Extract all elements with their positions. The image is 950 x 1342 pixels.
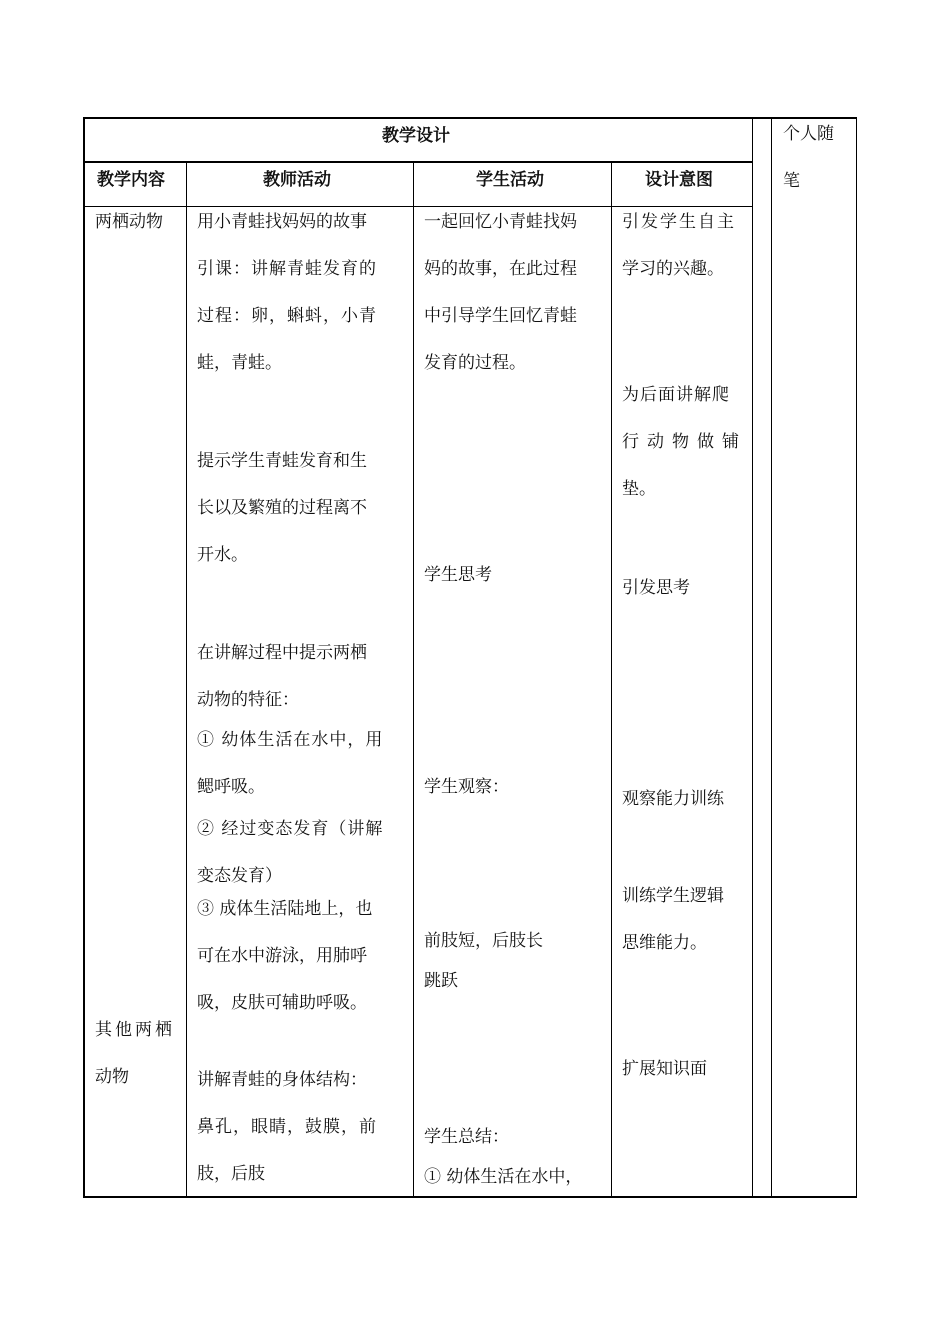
teacher-line: 在讲解过程中提示两栖 bbox=[197, 643, 367, 663]
header-content: 教学内容 bbox=[97, 170, 165, 190]
teacher-line: 开水。 bbox=[197, 545, 248, 565]
header-separator bbox=[83, 161, 752, 163]
student-line: 一起回忆小青蛙找妈 bbox=[424, 212, 577, 232]
teacher-line: 长以及繁殖的过程离不 bbox=[197, 498, 367, 518]
teacher-line: ③ 成体生活陆地上，也 bbox=[197, 899, 373, 919]
student-recall bbox=[424, 212, 577, 400]
col-divider-3 bbox=[611, 161, 612, 1197]
table-top-border bbox=[83, 117, 857, 119]
teacher-line: 鼻孔，眼睛，鼓膜，前 bbox=[197, 1117, 377, 1137]
intent-line: 引发学生自主 bbox=[622, 212, 736, 232]
content-amphibian: 两栖动物 bbox=[95, 212, 163, 232]
teacher-intro bbox=[197, 212, 377, 400]
student-limbs bbox=[424, 931, 543, 1018]
content-other-line: 其他两栖 bbox=[95, 1020, 175, 1040]
intent-line: 为后面讲解爬 bbox=[622, 385, 730, 405]
side-note-line: 个人随 bbox=[783, 124, 834, 144]
teacher-line: 提示学生青蛙发育和生 bbox=[197, 451, 367, 471]
student-line: ① 幼体生活在水中， bbox=[424, 1167, 583, 1187]
content-other-line: 动物 bbox=[95, 1067, 129, 1087]
teacher-line: 变态发育） bbox=[197, 866, 282, 886]
student-summary bbox=[424, 1127, 582, 1214]
teacher-line: 可在水中游泳，用肺呼 bbox=[197, 946, 367, 966]
intent-interest bbox=[622, 212, 736, 306]
teacher-line: 吸，皮肤可辅助呼吸。 bbox=[197, 993, 367, 1013]
teacher-line: 鳃呼吸。 bbox=[197, 777, 265, 797]
intent-logic bbox=[622, 886, 724, 980]
side-column-divider bbox=[771, 117, 772, 1197]
teacher-water bbox=[197, 451, 367, 592]
col-divider-2 bbox=[413, 161, 414, 1197]
teacher-structure bbox=[197, 1070, 377, 1211]
intent-think: 引发思考 bbox=[622, 578, 690, 598]
teacher-line: 动物的特征： bbox=[197, 690, 299, 710]
student-line: 中引导学生回忆青蛙 bbox=[424, 306, 577, 326]
student-line: 跳跃 bbox=[424, 971, 458, 991]
teacher-line: 蛙，青蛙。 bbox=[197, 353, 282, 373]
teacher-line: 肢，后肢 bbox=[197, 1164, 265, 1184]
intent-line: 行动物做铺 bbox=[622, 432, 747, 452]
intent-groundwork bbox=[622, 385, 747, 526]
column-header-separator bbox=[83, 206, 752, 207]
header-teacher: 教师活动 bbox=[263, 170, 331, 190]
student-observe: 学生观察： bbox=[424, 777, 509, 797]
side-note-line: 笔 bbox=[783, 171, 800, 191]
student-think: 学生思考 bbox=[424, 565, 492, 585]
intent-expand: 扩展知识面 bbox=[622, 1059, 707, 1079]
teacher-line: 引课：讲解青蛙发育的 bbox=[197, 259, 377, 279]
table-title: 教学设计 bbox=[382, 126, 450, 146]
student-line: 前肢短，后肢长 bbox=[424, 931, 543, 951]
side-note bbox=[783, 124, 834, 218]
table-right-border bbox=[856, 117, 857, 1197]
teacher-line: ① 幼体生活在水中，用 bbox=[197, 730, 384, 750]
teacher-line: 过程：卵，蝌蚪，小青 bbox=[197, 306, 377, 326]
table-left-border bbox=[83, 117, 85, 1198]
header-intent: 设计意图 bbox=[645, 170, 713, 190]
intent-observe: 观察能力训练 bbox=[622, 789, 724, 809]
teacher-features bbox=[197, 643, 383, 1040]
teacher-line: ② 经过变态发育（讲解 bbox=[197, 819, 384, 839]
intent-line: 思维能力。 bbox=[622, 933, 707, 953]
main-table-right-border bbox=[752, 117, 753, 1197]
header-student: 学生活动 bbox=[476, 170, 544, 190]
col-divider-1 bbox=[186, 161, 187, 1197]
student-line: 学生总结： bbox=[424, 1127, 509, 1147]
teacher-line: 讲解青蛙的身体结构： bbox=[197, 1070, 367, 1090]
intent-line: 垫。 bbox=[622, 479, 656, 499]
content-other bbox=[95, 1020, 180, 1114]
intent-line: 学习的兴趣。 bbox=[622, 259, 724, 279]
intent-line: 训练学生逻辑 bbox=[622, 886, 724, 906]
student-line: 妈的故事，在此过程 bbox=[424, 259, 577, 279]
student-line: 发育的过程。 bbox=[424, 353, 526, 373]
teacher-line: 用小青蛙找妈妈的故事 bbox=[197, 212, 367, 232]
